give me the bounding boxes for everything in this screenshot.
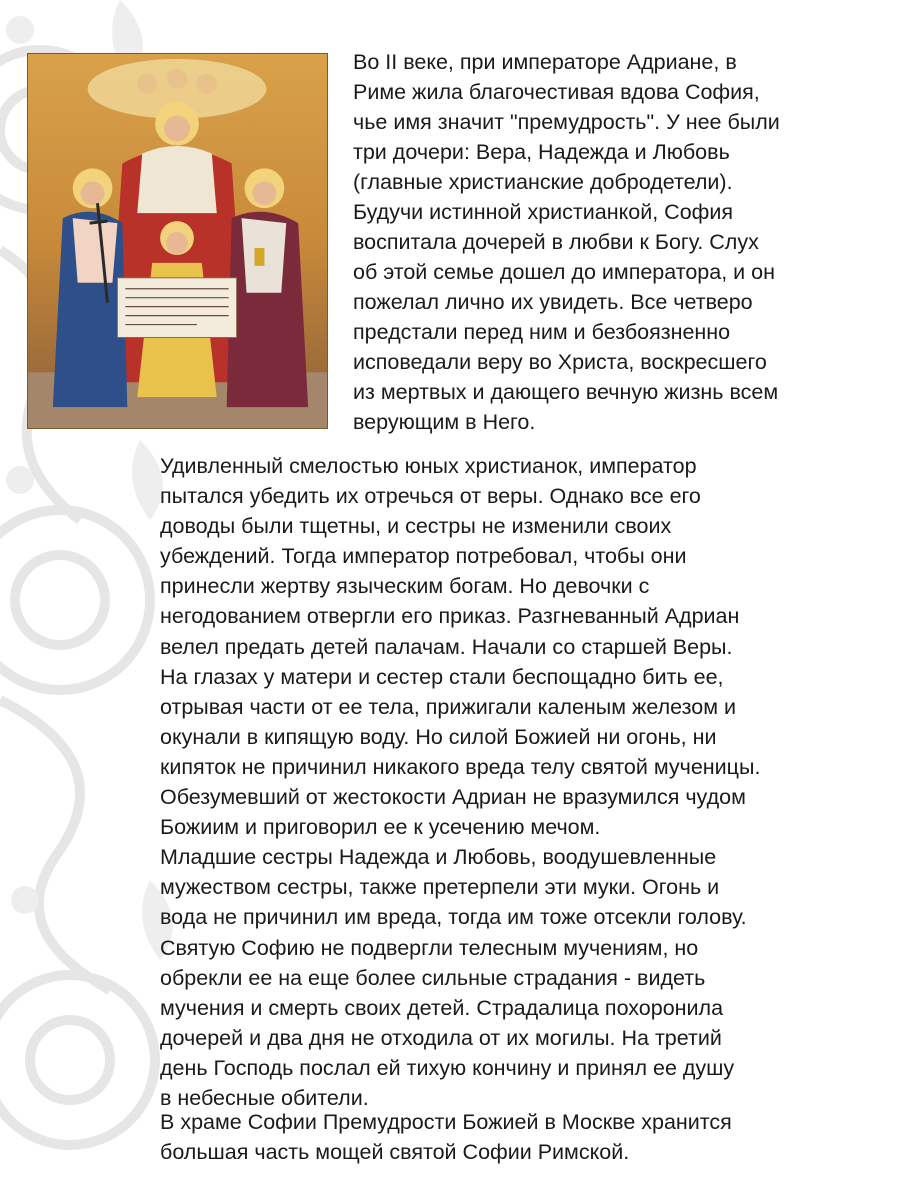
paragraph-martyrdom: Удивленный смелостью юных христианок, император пытался убедить их отречься от веры. Однако все его доводы были тщетны, и сестры не изменили своих убеждений. Тогда император потребовал, чтобы они принесли жертву языческим богам. Но девочки с негодованием отвергли его приказ. Разгневанный Адриан велел предать детей палачам. Начали со старшей Веры. На глазах у матери и сестер стали беспощадно бить ее, отрывая части от ее тела, прижигали каленым железом и окунали в кипящую воду. Но силой Божией ни огонь, ни кипяток не причинил никакого вреда телу святой мученицы. Обезумевший от жестокости Адриан не вразумился чудом Божиим и приговорил ее к усечению мечом. Младшие сестры Надежда и Любовь, воодушевленные мужеством сестры, также претерпели эти муки. Огонь и вода не причинил им вреда, тогда им тоже отсекли голову. Святую Софию не подвергли телесным мучениям, но обрекли ее на еще более сильные страдания - видеть мучения и смерть своих детей. Страдалица похоронила дочерей и два дня не отходила от их могилы. На третий день Господь послал ей тихую кончину и принял ее душу в небесные обители. bbox=[160, 454, 761, 1110]
paragraph-intro: Во II веке, при императоре Адриане, в Риме жила благочестивая вдова София, чье имя значит "премудрость". У нее были три дочери: Вера, Надежда и Любовь (главные христианские добродетели). Будучи истинной христианкой, София воспитала дочерей в любви к Богу. Слух об этой семье дошел до императора, и он пожелал лично их увидеть. Все четверо предстали перед ним и безбоязненно исповедали веру во Христа, воскресшего из мертвых и дающего вечную жизнь всем верующим в Него. bbox=[353, 50, 780, 434]
icon-illustration bbox=[27, 53, 328, 429]
paragraph-relics: В храме Софии Премудрости Божией в Москве хранится большая часть мощей святой Софии Римской. bbox=[160, 1110, 732, 1164]
